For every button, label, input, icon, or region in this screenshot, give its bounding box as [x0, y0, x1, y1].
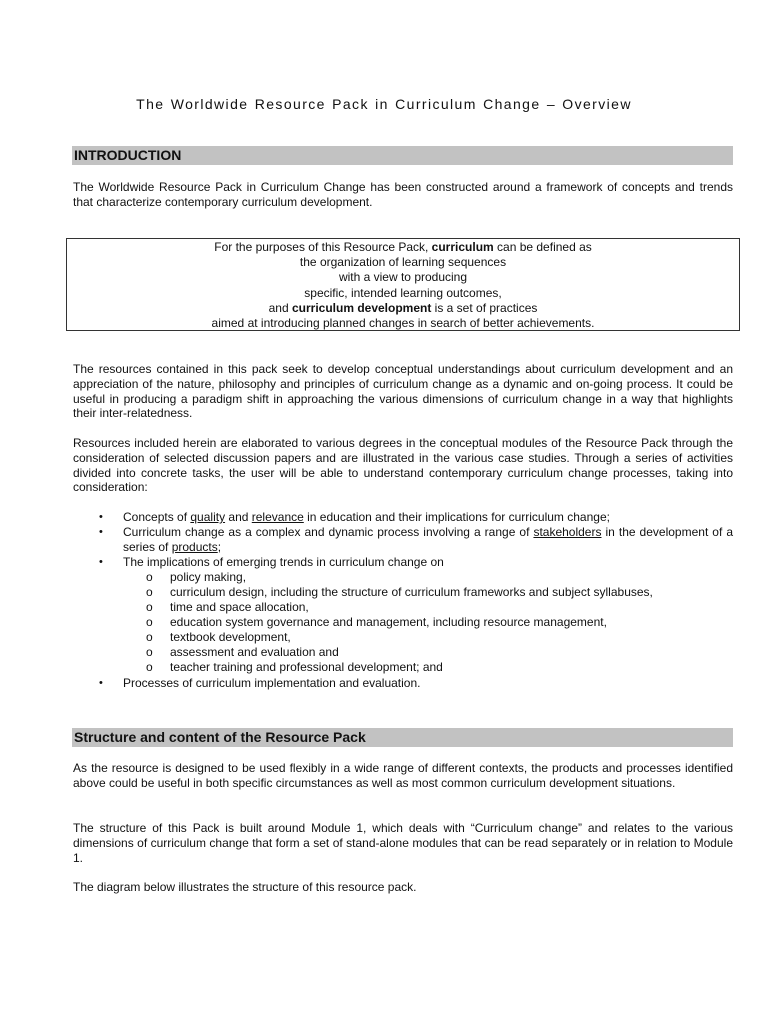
item-text: in the development of a series of [123, 525, 733, 554]
circle-bullet-icon: o [146, 585, 153, 599]
sub-item-text: education system governance and management, including resource management, [170, 615, 607, 629]
circle-bullet-icon: o [146, 600, 153, 614]
document-title: The Worldwide Resource Pack in Curriculum Change – Overview [136, 96, 632, 112]
term-products: products [171, 540, 218, 554]
definition-line-5-post: is a set of practices [431, 300, 538, 315]
resources-paragraph [73, 362, 733, 421]
resources-included-paragraph-text: Resources included herein are elaborated to various degrees in the conceptual modules of the Resource Pack through the consideration of selected discussion papers and are illustrated in the various case studies. Through a series of activities divided into concrete tasks, the user will be able to understand contemporary curriculum change processes, taking into consideration: [73, 436, 733, 495]
definition-line-5 [67, 301, 739, 316]
definition-line-2: the organization of learning sequences [299, 255, 507, 270]
list-item [73, 510, 733, 525]
definition-line-1-post: can be defined as [493, 240, 592, 254]
structure-heading: Structure and content of the Resource Pack [72, 728, 733, 747]
sub-item-text: time and space allocation, [170, 600, 309, 614]
considerations-list [73, 510, 733, 691]
intro-paragraph [73, 180, 733, 210]
list-item [73, 525, 733, 555]
curriculum-definition-box [66, 238, 740, 331]
item-text: and [225, 510, 252, 524]
structure-paragraph-2-text: The structure of this Pack is built around Module 1, which deals with “Curriculum change” and relates to the various dimensions of curriculum change that form a set of stand-alone modules that can be read separately or in relation to Module 1. [73, 821, 733, 865]
definition-line-5-pre: and [268, 300, 292, 315]
item-text: Concepts of [123, 510, 191, 524]
introduction-heading: INTRODUCTION [72, 146, 733, 165]
definition-line-1-pre: For the purposes of this Resource Pack, [214, 240, 432, 254]
term-quality: quality [190, 510, 226, 524]
structure-paragraph-1 [73, 761, 733, 791]
item-text: ; [217, 540, 222, 554]
definition-line-1 [67, 240, 739, 255]
sub-list-item [73, 660, 733, 675]
list-item [73, 676, 733, 691]
term-relevance: relevance [251, 510, 304, 524]
sub-list-item [73, 615, 733, 630]
list-item [73, 555, 733, 570]
sub-list-item [73, 585, 733, 600]
sub-list-item [73, 600, 733, 615]
item-text: in education and their implications for curriculum change; [303, 510, 610, 524]
bullet-icon: • [99, 677, 103, 689]
structure-paragraph-2 [73, 821, 733, 865]
structure-paragraph-3 [73, 880, 733, 895]
definition-line-6: aimed at introducing planned changes in search of better achievements. [211, 316, 595, 331]
item-text: Curriculum change as a complex and dynamic process involving a range of [123, 525, 534, 539]
structure-paragraph-3-text: The diagram below illustrates the structure of this resource pack. [73, 880, 417, 894]
sub-list-item [73, 570, 733, 585]
circle-bullet-icon: o [146, 645, 153, 659]
sub-item-text: policy making, [170, 570, 247, 584]
resources-included-paragraph [73, 436, 733, 495]
bullet-icon: • [99, 556, 103, 568]
circle-bullet-icon: o [146, 660, 153, 674]
term-curriculum-development: curriculum development [291, 300, 432, 315]
definition-line-3: with a view to producing [338, 270, 468, 285]
resources-paragraph-text: The resources contained in this pack seek to develop conceptual understandings about curriculum development and an appreciation of the nature, philosophy and principles of curriculum change as a dynamic and on-going process. It could be useful in producing a paradigm shift in approaching the various dimensions of curriculum change in a way that highlights their inter-relatedness. [73, 362, 733, 421]
circle-bullet-icon: o [146, 615, 153, 629]
item-text: The implications of emerging trends in curriculum change on [123, 555, 444, 569]
sub-item-text: textbook development, [170, 630, 291, 644]
structure-paragraph-1-text: As the resource is designed to be used flexibly in a wide range of different contexts, the products and processes identified above could be useful in both specific circumstances as well as most common curriculum development situations. [73, 761, 733, 790]
sub-item-text: teacher training and professional development; and [170, 660, 443, 674]
term-stakeholders: stakeholders [533, 525, 602, 539]
bullet-icon: • [99, 511, 103, 523]
sub-item-text: curriculum design, including the structure of curriculum frameworks and subject syllabuses, [170, 585, 653, 599]
circle-bullet-icon: o [146, 630, 153, 644]
sub-list-item [73, 645, 733, 660]
sub-item-text: assessment and evaluation and [170, 645, 339, 659]
bullet-icon: • [99, 526, 103, 538]
definition-line-4: specific, intended learning outcomes, [304, 285, 502, 300]
item-text: Processes of curriculum implementation and evaluation. [123, 676, 421, 690]
term-curriculum: curriculum [431, 240, 494, 254]
sub-list-item [73, 630, 733, 645]
circle-bullet-icon: o [146, 570, 153, 584]
intro-paragraph-text: The Worldwide Resource Pack in Curriculum Change has been constructed around a framework of concepts and trends that characterize contemporary curriculum development. [73, 180, 733, 209]
